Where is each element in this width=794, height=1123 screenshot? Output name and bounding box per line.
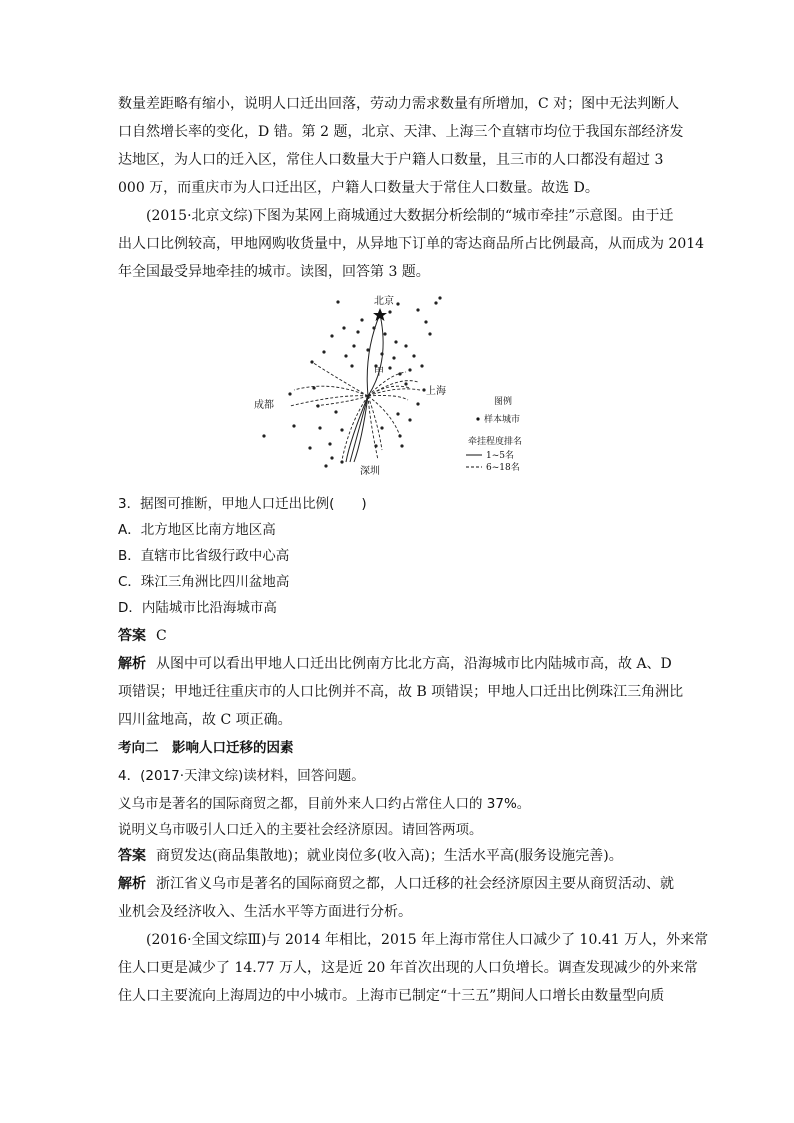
paragraph-line: 住人口更是减少了 14.77 万人，这是近 20 年首次出现的人口负增长。调查发现减少的外来常 — [118, 960, 698, 976]
map-legend — [466, 395, 522, 473]
beijing-star-icon — [373, 308, 387, 321]
analysis-line: 业机会及经济收入、生活水平等方面进行分析。 — [118, 904, 412, 920]
legend-title: 图例 — [494, 397, 513, 407]
paragraph-line: (2015·北京文综)下图为某网上商城通过大数据分析绘制的“城市牵挂”示意图。由于迁 — [146, 208, 674, 224]
beijing-label: 北京 — [374, 296, 394, 307]
answer-label: 答案 — [118, 848, 146, 864]
paragraph-line: 年全国最受异地牵挂的城市。读图，回答第 3 题。 — [118, 264, 430, 280]
paragraph-line: (2016·全国文综Ⅲ)与 2014 年相比，2015 年上海市常住人口减少了 10.41 万人，外来常 — [146, 932, 709, 948]
jia-label: 甲 — [374, 367, 384, 378]
paragraph-line: 出人口比例较高，甲地网购收货量中，从异地下订单的寄达商品所占比例最高，从而成为 2014 — [118, 236, 705, 252]
analysis-label: 解析 — [118, 876, 146, 892]
question-3-stem: 3．据图可推断，甲地人口迁出比例( ) — [118, 496, 367, 512]
question-4-material: 义乌市是著名的国际商贸之都，目前外来人口约占常住人口的 37%。 — [118, 796, 531, 812]
question-4-question: 说明义乌市吸引人口迁入的主要社会经济原因。请回答两项。 — [118, 822, 483, 838]
shanghai-label: 上海 — [426, 386, 446, 397]
question-4-stem: 4．(2017·天津文综)读材料，回答问题。 — [118, 768, 365, 784]
legend-rank-title: 牵挂程度排名 — [468, 437, 523, 447]
analysis-text: 从图中可以看出甲地人口迁出比例南方比北方高，沿海城市比内陆城市高，故 A、D — [156, 656, 672, 672]
sample-city-icon — [476, 417, 479, 420]
answer-line — [118, 846, 678, 866]
analysis-text: 浙江省义乌市是著名的国际商贸之都，人口迁移的社会经济原因主要从商贸活动、就 — [156, 876, 674, 892]
answer-value: 商贸发达(商品集散地)；就业岗位多(收入高)；生活水平高(服务设施完善)。 — [156, 848, 623, 864]
answer-label: 答案 — [118, 628, 146, 644]
option-a: A．北方地区比南方地区高 — [118, 522, 276, 538]
sample-city-dots — [262, 296, 441, 467]
answer-line — [118, 626, 678, 646]
solid-links-rank-1-5 — [346, 314, 383, 462]
legend-rank-solid: 1~5名 — [486, 451, 514, 461]
paragraph-line: 000 万，而重庆市为人口迁出区，户籍人口数量大于常住人口数量。故选 D。 — [118, 180, 599, 196]
analysis-line: 项错误；甲地迁往重庆市的人口比例并不高，故 B 项错误；甲地人口迁出比例珠江三角洲比 — [118, 684, 684, 700]
option-c: C．珠江三角洲比四川盆地高 — [118, 574, 290, 590]
analysis-line: 四川盆地高，故 C 项正确。 — [118, 712, 292, 728]
answer-value: C — [156, 628, 167, 644]
shenzhen-label: 深圳 — [360, 466, 380, 477]
analysis-line — [118, 654, 678, 674]
paragraph-line: 住人口主要流向上海周边的中小城市。上海市已制定“十三五”期间人口增长由数量型向质 — [118, 988, 665, 1004]
option-d: D．内陆城市比沿海城市高 — [118, 600, 277, 616]
analysis-label: 解析 — [118, 656, 146, 672]
option-b: B．直辖市比省级行政中心高 — [118, 548, 290, 564]
chengdu-label: 成都 — [254, 400, 274, 411]
paragraph-line: 数量差距略有缩小，说明人口迁出回落，劳动力需求数量有所增加，C 对；图中无法判断人 — [118, 96, 680, 112]
paragraph-line: 口自然增长率的变化，D 错。第 2 题，北京、天津、上海三个直辖市均位于我国东部经济发 — [118, 124, 684, 140]
legend-rank-dashed: 6~18名 — [486, 463, 520, 473]
section-heading: 考向二 影响人口迁移的因素 — [118, 740, 294, 756]
analysis-line — [118, 874, 678, 894]
legend-sample-city: 样本城市 — [484, 415, 521, 425]
city-attachment-map — [250, 290, 560, 480]
paragraph-line: 达地区，为人口的迁入区，常住人口数量大于户籍人口数量，且三市的人口都没有超过 3 — [118, 152, 664, 168]
